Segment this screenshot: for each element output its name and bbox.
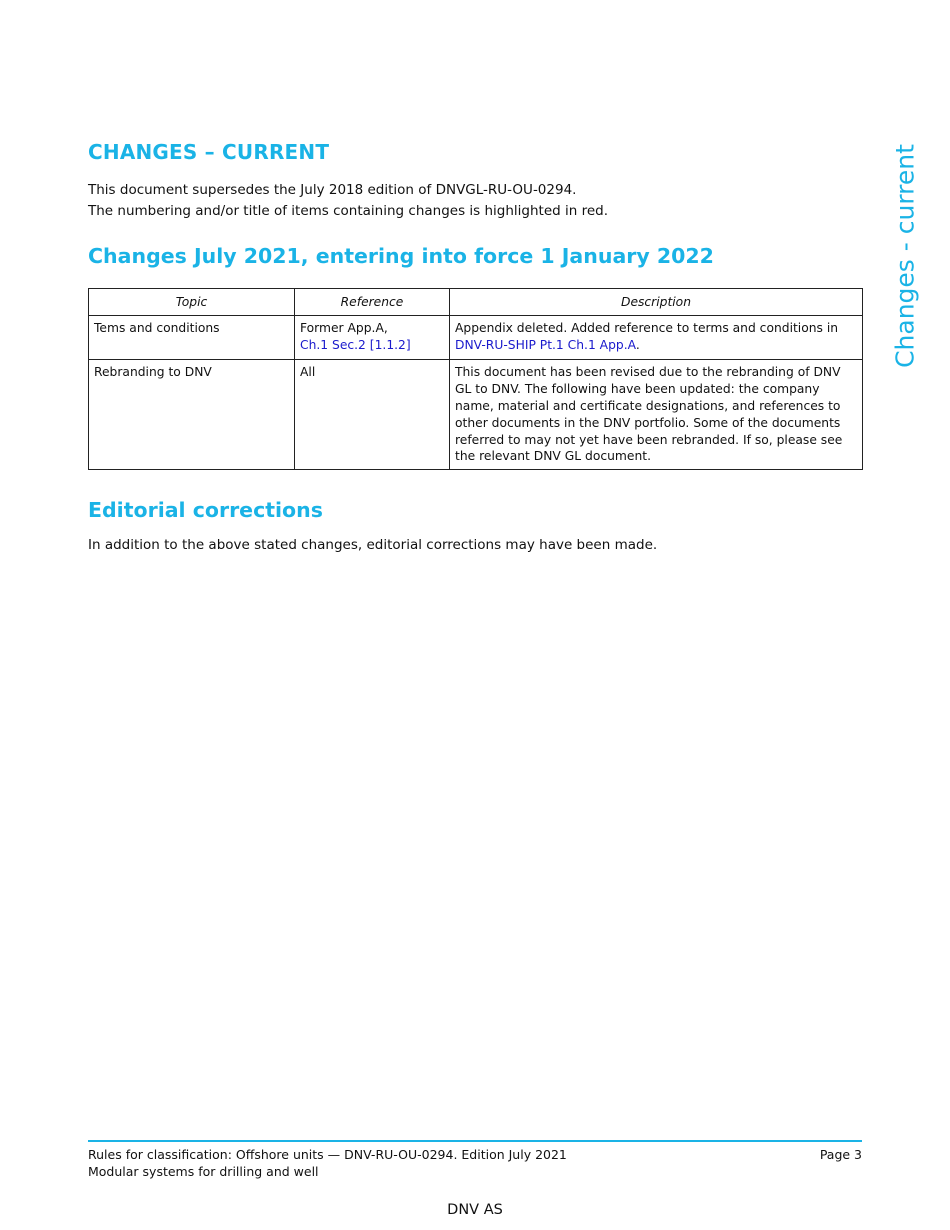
description-cell [450, 315, 863, 360]
reference-cell [295, 315, 450, 360]
table-row [89, 360, 863, 470]
description-link[interactable]: DNV-RU-SHIP Pt.1 Ch.1 App.A [455, 337, 636, 352]
company-name: DNV AS [447, 1202, 503, 1218]
intro-line-2: The numbering and/or title of items containing changes is highlighted in red. [88, 203, 609, 219]
editorial-text: In addition to the above stated changes, editorial corrections may have been made. [88, 537, 658, 553]
changes-table [88, 288, 863, 470]
reference-text: Former App.A, [300, 320, 388, 335]
table-row [89, 315, 863, 360]
topic-cell: Tems and conditions [89, 315, 295, 360]
changes-heading: Changes July 2021, entering into force 1 January 2022 [88, 244, 714, 268]
side-tab-label: Changes - current [890, 144, 920, 368]
intro-text [88, 180, 608, 222]
table-header-row [89, 289, 863, 316]
description-end: . [635, 337, 640, 352]
reference-link[interactable]: Ch.1 Sec.2 [1.1.2] [300, 337, 411, 352]
footer-line-2: Modular systems for drilling and well [88, 1164, 319, 1179]
description-cell: This document has been revised due to the rebranding of DNV GL to DNV. The following have been updated: the company name, material and certificate designations, and references to other documents in the DNV portfolio. Some of the documents referred to may not yet have been rebranded. If so, please see the relevant DNV GL document. [450, 360, 863, 470]
section-heading: CHANGES – CURRENT [88, 140, 330, 164]
footer-line-1: Rules for classification: Offshore units — DNV-RU-OU-0294. Edition July 2021 [88, 1147, 567, 1162]
reference-cell: All [295, 360, 450, 470]
footer-text [88, 1146, 567, 1180]
column-header-topic: Topic [89, 289, 295, 316]
page-number: Page 3 [819, 1147, 862, 1162]
editorial-heading: Editorial corrections [88, 498, 323, 522]
column-header-description: Description [450, 289, 863, 316]
column-header-reference: Reference [295, 289, 450, 316]
footer-divider [88, 1140, 862, 1142]
intro-line-1: This document supersedes the July 2018 edition of DNVGL-RU-OU-0294. [88, 182, 577, 198]
topic-cell: Rebranding to DNV [89, 360, 295, 470]
side-tab [885, 140, 925, 372]
description-text: Appendix deleted. Added reference to terms and conditions in [455, 320, 839, 335]
